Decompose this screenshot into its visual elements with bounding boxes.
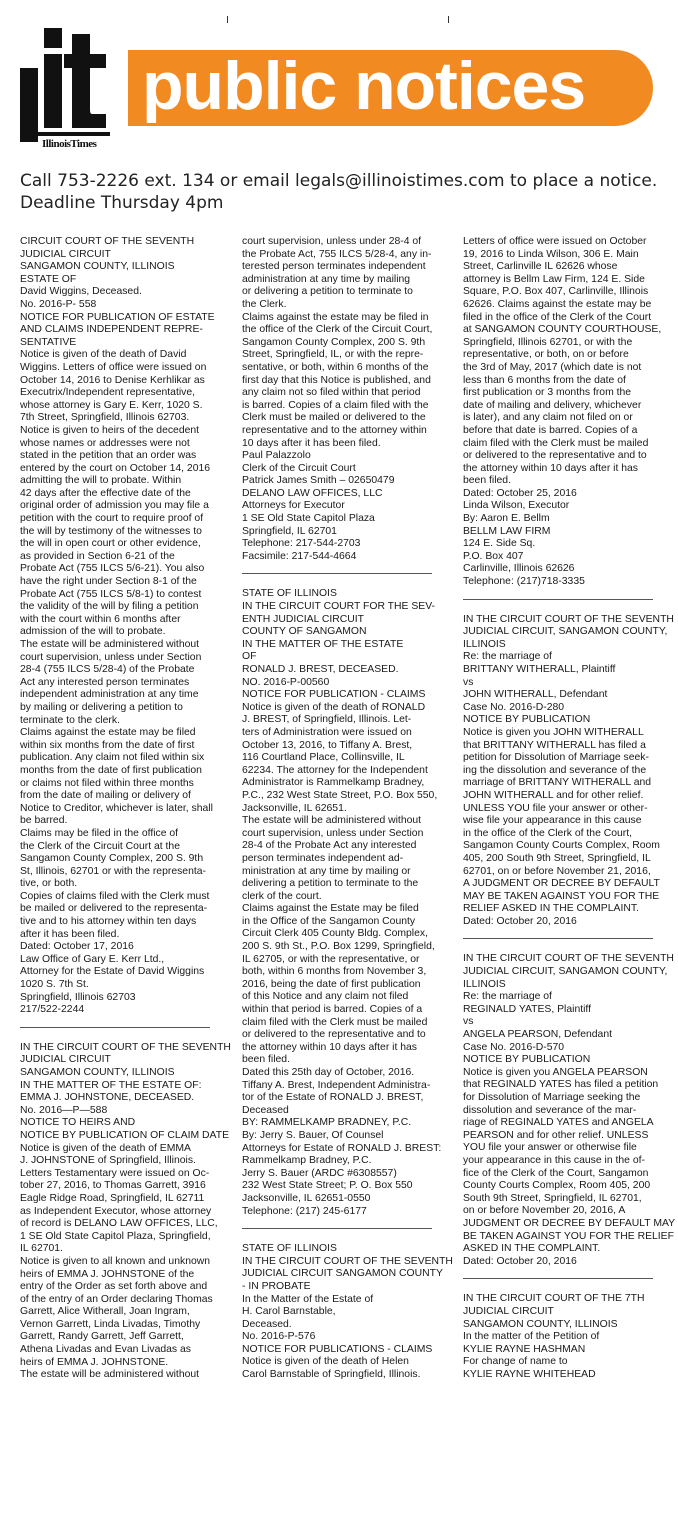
notice-line: ministration at any time by mailing or xyxy=(242,865,411,877)
notice-line: Carol Barnstable of Springfield, Illinois. xyxy=(242,1369,421,1381)
notice-line: the will in open court or other evidence, xyxy=(20,538,201,550)
notice-line: tive, or both. xyxy=(20,878,78,890)
notice-line: first publication or 3 months from the xyxy=(463,387,632,399)
notice-line: P.C., 232 West State Street, P.O. Box 550, xyxy=(242,789,438,801)
notice-line: months from the date of first publication xyxy=(20,764,202,776)
notice-line: publication. Any claim not filed within six xyxy=(20,752,205,764)
notice-line: SANGAMON COUNTY, ILLINOIS xyxy=(20,261,175,273)
notice-line: IN THE CIRCUIT COURT OF THE SEVENTH xyxy=(463,953,674,965)
notice-line: NOTICE FOR PUBLICATION OF ESTATE xyxy=(20,311,215,323)
notice-line: both, within 6 months from November 3, xyxy=(242,966,427,978)
notice-column-2 xyxy=(242,236,453,1392)
notice-line: filed in the office of the Clerk of the Court xyxy=(463,311,652,323)
notice-line: claim filed with the Clerk must be mailed xyxy=(463,437,649,449)
notice-line: SENTATIVE xyxy=(20,336,77,348)
notice-line: IN THE CIRCUIT COURT OF THE 7TH xyxy=(463,1293,645,1305)
notice-line: by mailing or delivering a petition to xyxy=(20,701,183,713)
notice-line: Letters of office were issued on October xyxy=(463,236,647,247)
notice-line: Claims against the estate may be filed in xyxy=(242,311,429,323)
notice-line: from the date of mailing or delivery of xyxy=(20,790,191,802)
notice-line: UNLESS YOU file your answer or other- xyxy=(463,802,648,814)
notice-column-1 xyxy=(20,236,231,1392)
notice-line: Wiggins. Letters of office were issued on xyxy=(20,361,207,373)
notice-line: Probate Act (755 ILCS 5/8-1) to contest xyxy=(20,588,202,600)
notice-line: Copies of claims filed with the Clerk must xyxy=(20,890,210,902)
notice-line: Executrix/Independent representative, xyxy=(20,387,196,399)
legal-notice xyxy=(463,953,676,1268)
notice-line: Rammelkamp Bradney, P.C. xyxy=(242,1155,372,1167)
notice-line: Street, Springfield, IL, or with the repre- xyxy=(242,349,424,361)
notice-line: AND CLAIMS INDEPENDENT REPRE- xyxy=(20,324,203,336)
notice-line: attorney is Bellm Law Firm, 124 E. Side xyxy=(463,273,645,285)
notice-line: ters of Administration were issued on xyxy=(242,726,412,738)
notice-line: H. Carol Barnstable, xyxy=(242,1306,336,1318)
deadline-line: Deadline Thursday 4pm xyxy=(20,193,224,213)
notice-column-3 xyxy=(463,236,676,1391)
notice-line: riage of REGINALD YATES and ANGELA xyxy=(463,1117,654,1129)
notice-line: Dated this 25th day of October, 2016. xyxy=(242,1067,415,1078)
notice-line: October 14, 2016 to Denise Kerhlikar as xyxy=(20,374,205,386)
notice-line: JUDGMENT OR DECREE BY DEFAULT MAY xyxy=(463,1217,676,1229)
notice-line: PEARSON and for other relief. UNLESS xyxy=(463,1129,649,1141)
legal-notice xyxy=(20,236,215,1017)
legal-notice xyxy=(463,613,674,929)
notice-line: NOTICE FOR PUBLICATIONS - CLAIMS xyxy=(242,1343,433,1355)
legal-notice xyxy=(242,588,442,1218)
notice-line: MAY BE TAKEN AGAINST YOU FOR THE xyxy=(463,890,660,902)
legal-notice xyxy=(242,1243,453,1382)
notice-line: Deceased. xyxy=(242,1318,292,1330)
notice-line: Case No. 2016-D-280 xyxy=(463,701,565,713)
notice-line: delivering a petition to terminate to the xyxy=(242,878,419,890)
notice-line: whose attorney is Gary E. Kerr, 1020 S. xyxy=(20,399,203,411)
notice-line: IN THE CIRCUIT COURT OF THE SEVENTH xyxy=(463,613,674,625)
notice-line: Circuit Clerk 405 County Bldg. Complex, xyxy=(242,928,428,940)
notice-line: Eagle Ridge Road, Springfield, IL 62711 xyxy=(20,1192,205,1204)
notice-line: or delivered to the representative and to xyxy=(463,450,647,462)
notice-divider xyxy=(20,1027,210,1028)
notice-line: Claims against the estate may be filed xyxy=(20,727,196,739)
notice-line: Clerk must be mailed or delivered to the xyxy=(242,412,426,424)
notice-line: IL 62701. xyxy=(20,1243,63,1255)
notice-line: claim filed with the Clerk must be mailed xyxy=(242,1016,428,1028)
notice-line: 62234. The attorney for the Independent xyxy=(242,764,428,776)
notice-line: the Clerk of the Circuit Court at the xyxy=(20,840,180,852)
notice-line: after it has been filed. xyxy=(20,928,120,940)
notice-line: court supervision, unless under Section xyxy=(20,651,202,663)
notice-line: terested person terminates independent xyxy=(242,261,426,273)
notice-line: In the matter of the Petition of xyxy=(463,1331,600,1343)
notice-line: Street, Carlinville IL 62626 whose xyxy=(463,261,618,273)
notice-line: ANGELA PEARSON, Defendant xyxy=(463,1029,613,1041)
notice-line: Patrick James Smith – 02650479 xyxy=(242,475,395,487)
notice-line: 42 days after the effective date of the xyxy=(20,487,191,499)
notice-line: The estate will be administered without xyxy=(20,1369,200,1381)
notice-divider xyxy=(242,573,432,574)
notice-line: Attorneys for Executor xyxy=(242,500,345,512)
notice-line: The estate will be administered without xyxy=(242,815,422,827)
notice-line: Dated: October 17, 2016 xyxy=(20,941,134,953)
notice-line: Jerry S. Bauer (ARDC #6308557) xyxy=(242,1167,397,1179)
notice-line: entry of the Order as set forth above and xyxy=(20,1281,208,1293)
notice-line: RONALD J. BREST, DECEASED. xyxy=(242,664,399,675)
notice-line: at SANGAMON COUNTY COURTHOUSE, xyxy=(463,324,662,336)
notice-line: 19, 2016 to Linda Wilson, 306 E. Main xyxy=(463,248,639,260)
notice-line: Notice is given you ANGELA PEARSON xyxy=(463,1066,648,1078)
notice-line: Attorney for the Estate of David Wiggins xyxy=(20,966,205,978)
contact-line-1: Call 753-2226 ext. 134 or email legals@illinoistimes.com to place a notice. xyxy=(20,171,658,191)
notice-line: Letters Testamentary were issued on Oc- xyxy=(20,1167,210,1179)
notice-line: County Courts Complex, Room 405, 200 xyxy=(463,1180,651,1192)
notice-line: SANGAMON COUNTY, ILLINOIS xyxy=(20,1067,175,1078)
notice-line: Administrator is Rammelkamp Bradney, xyxy=(242,777,425,789)
notice-line: JOHN WITHERALL and for other relief. xyxy=(463,789,644,801)
notice-line: NOTICE BY PUBLICATION OF CLAIM DATE xyxy=(20,1129,229,1141)
notice-line: Springfield, Illinois 62701, or with the xyxy=(463,336,633,348)
notice-line: IN THE CIRCUIT COURT OF THE SEVENTH xyxy=(20,1041,231,1053)
notice-line: tive and to his attorney within ten days xyxy=(20,916,197,928)
notice-line: 2016, being the date of first publication xyxy=(242,978,421,990)
notice-line: NOTICE BY PUBLICATION xyxy=(463,714,591,726)
notice-line: representative, or both, on or before xyxy=(463,349,629,361)
notice-line: of the entry of an Order declaring Thomas xyxy=(20,1293,213,1305)
notice-line: JUDICIAL CIRCUIT SANGAMON COUNTY xyxy=(242,1268,443,1280)
notice-line: ESTATE OF xyxy=(20,273,77,285)
notice-line: 1 SE Old State Capitol Plaza, Springfield, xyxy=(20,1230,211,1242)
notice-line: J. JOHNSTONE of Springfield, Illinois. xyxy=(20,1155,196,1167)
notice-line: Notice is given you JOHN WITHERALL xyxy=(463,726,644,738)
notice-line: Notice is given of the death of Helen xyxy=(242,1356,409,1368)
notice-line: as Independent Executor, whose attorney xyxy=(20,1205,212,1217)
notice-line: Jacksonville, IL 62651. xyxy=(242,802,347,814)
notice-line: of this Notice and any claim not filed xyxy=(242,991,409,1003)
notice-line: marriage of BRITTANY WITHERALL and xyxy=(463,777,652,789)
notice-line: JUDICIAL CIRCUIT xyxy=(20,1054,111,1066)
notice-line: 62701, on or before November 21, 2016, xyxy=(463,865,651,877)
notice-line: Notice to Creditor, whichever is later, shall xyxy=(20,802,213,814)
notice-line: first day that this Notice is published, and xyxy=(242,374,431,386)
notice-line: Dated: October 25, 2016 xyxy=(463,487,577,499)
notice-line: Jacksonville, IL 62651-0550 xyxy=(242,1192,371,1204)
notice-line: DELANO LAW OFFICES, LLC xyxy=(242,487,383,499)
crop-mark-right xyxy=(448,16,449,23)
notice-line: for Dissolution of Marriage seeking the xyxy=(463,1092,641,1103)
notice-line: ENTH JUDICIAL CIRCUIT xyxy=(242,613,364,625)
notice-line: date of mailing and delivery, whichever xyxy=(463,399,642,411)
notice-line: within that period is barred. Copies of a xyxy=(242,1004,423,1016)
notice-line: October 13, 2016, to Tiffany A. Brest, xyxy=(242,739,413,751)
crop-mark-left xyxy=(227,16,228,23)
notice-line: Athena Livadas and Evan Livadas as xyxy=(20,1344,191,1356)
notice-line: tor of the Estate of RONALD J. BREST, xyxy=(242,1092,424,1104)
notice-line: Claims against the Estate may be filed xyxy=(242,903,419,915)
contact-info xyxy=(20,170,670,214)
notice-line: with the court within 6 months after xyxy=(20,613,181,625)
notice-line: petition with the court to require proof of xyxy=(20,513,204,525)
notice-line: BY: RAMMELKAMP BRADNEY, P.C. xyxy=(242,1117,412,1129)
notice-line: REGINALD YATES, Plaintiff xyxy=(463,1003,592,1015)
notice-line: the attorney within 10 days after it has xyxy=(463,462,639,474)
notice-line: any claim not so filed within that period xyxy=(242,387,421,399)
notice-line: before that date is barred. Copies of a xyxy=(463,424,638,436)
notice-line: P.O. Box 407 xyxy=(463,550,524,562)
notice-line: RELIEF ASKED IN THE COMPLAINT. xyxy=(463,903,639,915)
notice-line: Tiffany A. Brest, Independent Administra- xyxy=(242,1079,431,1091)
notice-line: Sangamon County Courts Complex, Room xyxy=(463,840,660,852)
notice-line: No. 2016-P-576 xyxy=(242,1331,316,1343)
notice-line: Attorneys for Estate of RONALD J. BREST: xyxy=(242,1142,442,1154)
notice-line: IN THE MATTER OF THE ESTATE OF: xyxy=(20,1079,202,1091)
notice-line: ASKED IN THE COMPLAINT. xyxy=(463,1243,601,1255)
notice-line: of record is DELANO LAW OFFICES, LLC, xyxy=(20,1218,218,1230)
notice-line: that REGINALD YATES has filed a petition xyxy=(463,1079,659,1091)
notice-line: Springfield, Illinois 62703 xyxy=(20,991,136,1003)
notice-line: Notice is given to heirs of the decedent xyxy=(20,424,200,436)
notice-line: Springfield, IL 62701 xyxy=(242,525,337,537)
illinois-times-logo xyxy=(20,28,120,152)
legal-notice xyxy=(463,236,662,589)
notice-line: or claims not filed within three months xyxy=(20,777,194,789)
notice-line: ing the dissolution and severance of the xyxy=(463,764,647,776)
notice-line: JUDICIAL CIRCUIT, SANGAMON COUNTY, xyxy=(463,966,668,978)
notice-divider xyxy=(463,1278,653,1279)
notice-line: in the office of the Clerk of the Court, xyxy=(463,827,633,839)
notice-line: SANGAMON COUNTY, ILLINOIS xyxy=(463,1318,618,1330)
notice-line: IN THE CIRCUIT COURT FOR THE SEV- xyxy=(242,601,436,613)
notice-line: Telephone: (217) 245-6177 xyxy=(242,1205,367,1217)
it-logo-icon xyxy=(20,28,120,152)
notice-line: court supervision, unless under Section xyxy=(242,827,424,839)
notice-line: clerk of the court. xyxy=(242,890,322,902)
notice-line: South 9th Street, Springfield, IL 62701, xyxy=(463,1192,642,1204)
notice-line: JUDICIAL CIRCUIT xyxy=(463,1305,554,1317)
notice-line: 124 E. Side Sq. xyxy=(463,538,536,550)
notice-line: petition for Dissolution of Marriage seek- xyxy=(463,752,649,764)
notice-line: the 3rd of May, 2017 (which date is not xyxy=(463,361,642,373)
notice-line: dissolution and severance of the mar- xyxy=(463,1104,637,1116)
notice-line: Vernon Garrett, Linda Livadas, Timothy xyxy=(20,1318,201,1330)
notice-line: heirs of EMMA J. JOHNSTONE of the xyxy=(20,1268,195,1280)
page-title: public notices xyxy=(142,48,586,124)
notice-line: the Clerk. xyxy=(242,298,287,310)
legal-notice xyxy=(242,236,432,563)
notice-line: the will by testimony of the witnesses to xyxy=(20,525,202,537)
notice-line: whose names or addresses were not xyxy=(20,437,190,449)
notice-line: Law Office of Gary E. Kerr Ltd., xyxy=(20,953,165,965)
notice-line: less than 6 months from the date of xyxy=(463,374,626,386)
notice-line: NOTICE TO HEIRS AND xyxy=(20,1117,136,1129)
notice-line: IN THE CIRCUIT COURT OF THE SEVENTH xyxy=(242,1255,453,1267)
notice-line: Paul Palazzolo xyxy=(242,450,311,462)
notice-line: In the Matter of the Estate of xyxy=(242,1293,374,1305)
notice-line: Linda Wilson, Executor xyxy=(463,500,570,512)
notice-line: in the Office of the Sangamon County xyxy=(242,915,416,927)
notice-line: Carlinville, Illinois 62626 xyxy=(463,563,575,575)
notice-line: ILLINOIS xyxy=(463,638,506,650)
notice-line: NOTICE FOR PUBLICATION - CLAIMS xyxy=(242,689,426,701)
notice-line: Re: the marriage of xyxy=(463,991,552,1003)
notice-line: representative and to the attorney within xyxy=(242,424,427,436)
notice-line: OF xyxy=(242,651,257,663)
notice-line: IN THE MATTER OF THE ESTATE xyxy=(242,638,404,650)
notice-line: 28-4 of the Probate Act any interested xyxy=(242,840,417,852)
notice-line: Sangamon County Complex, 200 S. 9th xyxy=(20,853,204,865)
notice-line: as provided in Section 6-21 of the xyxy=(20,550,175,562)
notice-line: No. 2016-P- 558 xyxy=(20,298,97,310)
notice-line: 116 Courtland Place, Collinsville, IL xyxy=(242,752,405,764)
notice-line: JUDICIAL CIRCUIT, SANGAMON COUNTY, xyxy=(463,626,668,638)
notice-line: vs xyxy=(463,1016,474,1028)
notice-line: 1 SE Old State Capitol Plaza xyxy=(242,513,375,525)
notice-line: 217/522-2244 xyxy=(20,1004,85,1016)
notice-line: Re: the marriage of xyxy=(463,651,552,663)
notice-line: terminate to the clerk. xyxy=(20,714,120,726)
notice-line: is barred. Copies of a claim filed with the xyxy=(242,399,429,411)
notice-line: IL 62705, or with the representative, or xyxy=(242,953,420,965)
notice-line: stated in the petition that an order was xyxy=(20,450,197,462)
notice-line: been filed. xyxy=(242,1054,290,1066)
notice-line: tober 27, 2016, to Thomas Garrett, 3916 xyxy=(20,1180,206,1192)
notice-line: Dated: October 20, 2016 xyxy=(463,915,577,927)
notice-line: is later), and any claim not filed on or xyxy=(463,412,633,424)
notice-line: YOU file your answer or otherwise file xyxy=(463,1142,637,1154)
notice-line: KYLIE RAYNE HASHMAN xyxy=(463,1343,586,1355)
notice-line: admitting the will to probate. Within xyxy=(20,475,182,487)
legal-notice xyxy=(20,1041,231,1382)
notice-line: original order of admission you may file a xyxy=(20,500,209,512)
notice-line: or delivering a petition to terminate to xyxy=(242,286,413,298)
notice-line: No. 2016—P—588 xyxy=(20,1104,108,1116)
notice-line: 1020 S. 7th St. xyxy=(20,979,89,991)
notice-line: NO. 2016-P-00560 xyxy=(242,676,330,688)
notice-line: David Wiggins, Deceased. xyxy=(20,286,142,298)
notice-line: JUDICIAL CIRCUIT xyxy=(20,248,111,260)
notice-line: Notice is given of the death of David xyxy=(20,349,187,361)
notice-line: Square, P.O. Box 407, Carlinville, Illinois xyxy=(463,286,649,298)
notice-line: St, Illinois, 62701 or with the representa- xyxy=(20,865,206,877)
notice-line: 405, 200 South 9th Street, Springfield, IL xyxy=(463,852,651,864)
notice-line: COUNTY OF SANGAMON xyxy=(242,626,367,638)
notice-divider xyxy=(463,938,653,939)
notice-line: administration at any time by mailing xyxy=(242,273,411,285)
notice-line: By: Aaron E. Bellm xyxy=(463,513,550,525)
notice-line: Notice is given of the death of RONALD xyxy=(242,701,426,713)
notice-line: have the right under Section 8-1 of the xyxy=(20,576,197,588)
notice-line: be mailed or delivered to the representa- xyxy=(20,903,208,915)
notice-line: independent administration at any time xyxy=(20,689,199,701)
notice-line: 28-4 (755 ILCS 5/28-4) of the Probate xyxy=(20,664,195,676)
notice-line: sentative, or both, within 6 months of the xyxy=(242,361,429,373)
notice-line: EMMA J. JOHNSTONE, DECEASED. xyxy=(20,1092,195,1104)
notice-line: been filed. xyxy=(463,475,511,487)
notice-line: Dated: October 20, 2016 xyxy=(463,1255,577,1267)
notice-line: Notice is given of the death of EMMA xyxy=(20,1142,191,1154)
notice-line: Clerk of the Circuit Court xyxy=(242,462,356,474)
notice-line: Sangamon County Complex, 200 S. 9th xyxy=(242,336,426,348)
notice-line: The estate will be administered without xyxy=(20,639,200,650)
notice-line: CIRCUIT COURT OF THE SEVENTH xyxy=(20,236,195,247)
notice-line: 7th Street, Springfield, Illinois 62703. xyxy=(20,412,190,424)
notice-line: the attorney within 10 days after it has xyxy=(242,1041,418,1053)
notice-line: Case No. 2016-D-570 xyxy=(463,1041,565,1053)
logo-caption: IllinoisTimes xyxy=(42,138,97,150)
notice-line: Telephone: (217)718-3335 xyxy=(463,576,585,588)
notice-line: ILLINOIS xyxy=(463,978,506,990)
notice-line: wise file your appearance in this cause xyxy=(463,815,642,827)
notice-line: A JUDGMENT OR DECREE BY DEFAULT xyxy=(463,878,660,890)
notice-line: admission of the will to probate. xyxy=(20,626,166,638)
notice-line: Facsimile: 217-544-4664 xyxy=(242,550,357,562)
notice-line: For change of name to xyxy=(463,1356,568,1368)
notice-line: BRITTANY WITHERALL, Plaintiff xyxy=(463,664,616,675)
notice-line: JOHN WITHERALL, Defendant xyxy=(463,689,608,701)
notice-divider xyxy=(242,1228,432,1229)
notice-line: By: Jerry S. Bauer, Of Counsel xyxy=(242,1129,384,1141)
legal-notice xyxy=(463,1293,653,1381)
notice-line: Deceased xyxy=(242,1104,289,1116)
notice-line: the office of the Clerk of the Circuit Court, xyxy=(242,324,433,336)
notice-line: BE TAKEN AGAINST YOU FOR THE RELIEF xyxy=(463,1230,674,1242)
notice-line: vs xyxy=(463,676,474,688)
notice-line: your appearance in this cause in the of- xyxy=(463,1154,645,1166)
notice-line: Notice is given to all known and unknown xyxy=(20,1255,211,1267)
notice-line: 232 West State Street; P. O. Box 550 xyxy=(242,1180,413,1192)
notice-line: 10 days after it has been filed. xyxy=(242,437,381,449)
notice-line: or delivered to the representative and to xyxy=(242,1029,426,1041)
notice-line: STATE OF ILLINOIS xyxy=(242,588,337,600)
notice-line: fice of the Clerk of the Court, Sangamon xyxy=(463,1167,649,1179)
notice-line: KYLIE RAYNE WHITEHEAD xyxy=(463,1368,596,1380)
notice-line: the validity of the will by filing a petition xyxy=(20,601,199,613)
notice-line: be barred. xyxy=(20,815,68,827)
notice-line: Probate Act (755 ILCS 5/6-21). You also xyxy=(20,563,205,575)
notice-line: heirs of EMMA J. JOHNSTONE. xyxy=(20,1356,169,1368)
notice-line: the Probate Act, 755 ILCS 5/28-4, any in- xyxy=(242,248,432,260)
notice-line: 200 S. 9th St., P.O. Box 1299, Springfield, xyxy=(242,941,435,953)
notice-line: Telephone: 217-544-2703 xyxy=(242,538,361,550)
notice-line: - IN PROBATE xyxy=(242,1280,311,1292)
notice-line: that BRITTANY WITHERALL has filed a xyxy=(463,739,646,751)
notice-line: STATE OF ILLINOIS xyxy=(242,1243,337,1255)
notice-line: Act any interested person terminates xyxy=(20,676,190,688)
notice-line: Garrett, Alice Witherall, Joan Ingram, xyxy=(20,1306,190,1318)
notice-line: 62626. Claims against the estate may be xyxy=(463,298,652,310)
notice-line: on or before November 20, 2016, A xyxy=(463,1205,626,1217)
notice-line: J. BREST, of Springfield, Illinois. Let- xyxy=(242,714,412,726)
notice-line: NOTICE BY PUBLICATION xyxy=(463,1054,591,1066)
notice-line: person terminates independent ad- xyxy=(242,852,404,864)
notice-divider xyxy=(463,599,653,600)
notice-line: Claims may be filed in the office of xyxy=(20,827,179,839)
notice-line: BELLM LAW FIRM xyxy=(463,525,551,537)
notice-line: entered by the court on October 14, 2016 xyxy=(20,462,211,474)
notice-line: within six months from the date of first xyxy=(20,739,195,751)
notice-line: court supervision, unless under 28-4 of xyxy=(242,236,422,247)
notice-line: Garrett, Randy Garrett, Jeff Garrett, xyxy=(20,1331,184,1343)
